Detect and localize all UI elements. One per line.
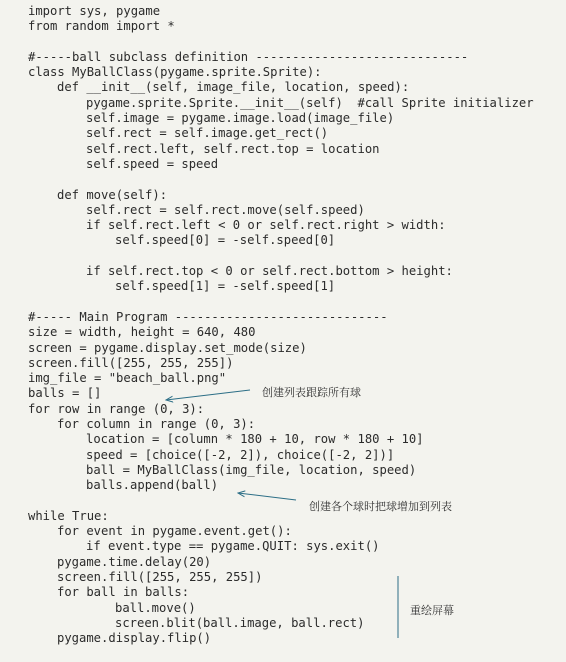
code-line: pygame.display.flip(): [57, 631, 212, 646]
code-line: def move(self):: [57, 187, 168, 202]
code-line: ball.move(): [115, 600, 196, 615]
code-line: while True:: [28, 508, 109, 523]
code-line: for column in range (0, 3):: [57, 417, 256, 432]
code-line: self.rect = self.image.get_rect(): [86, 126, 329, 141]
code-line: balls.append(ball): [86, 478, 219, 493]
code-line: ball = MyBallClass(img_file, location, speed): [86, 462, 417, 477]
annotation-balls-list: 创建列表跟踪所有球: [262, 386, 361, 399]
code-line: #-----ball subclass definition -----------------------------: [28, 49, 469, 64]
code-line: speed = [choice([-2, 2]), choice([-2, 2])]: [86, 447, 395, 462]
code-line: self.rect.left, self.rect.top = location: [86, 141, 380, 156]
code-line: for ball in balls:: [57, 585, 190, 600]
code-line: screen.fill([255, 255, 255]): [28, 355, 234, 370]
code-line: self.image = pygame.image.load(image_file): [86, 111, 395, 126]
code-line: screen.fill([255, 255, 255]): [57, 569, 263, 584]
code-line: pygame.sprite.Sprite.__init__(self) #call Sprite initializer: [86, 95, 534, 110]
code-line: for event in pygame.event.get():: [57, 524, 292, 539]
code-line: location = [column * 180 + 10, row * 180 + 10]: [86, 432, 424, 447]
code-line: if self.rect.top < 0 or self.rect.bottom > height:: [86, 264, 453, 279]
code-line: from random import *: [28, 19, 175, 34]
code-line: size = width, height = 640, 480: [28, 325, 256, 340]
code-line: #----- Main Program -----------------------------: [28, 309, 388, 324]
code-line: class MyBallClass(pygame.sprite.Sprite):: [28, 65, 322, 80]
code-line: if self.rect.left < 0 or self.rect.right > width:: [86, 218, 446, 233]
code-line: pygame.time.delay(20): [57, 554, 212, 569]
code-line: screen.blit(ball.image, ball.rect): [115, 615, 365, 630]
code-line: for row in range (0, 3):: [28, 401, 205, 416]
annotation-redraw: 重绘屏幕: [410, 604, 454, 617]
code-line: def __init__(self, image_file, location, speed):: [57, 80, 410, 95]
code-line: screen = pygame.display.set_mode(size): [28, 340, 307, 355]
code-line: self.speed[0] = -self.speed[0]: [115, 233, 336, 248]
code-line: if event.type == pygame.QUIT: sys.exit(): [86, 539, 380, 554]
code-line: img_file = "beach_ball.png": [28, 371, 227, 386]
code-line: balls = []: [28, 386, 102, 401]
code-line: import sys, pygame: [28, 4, 161, 18]
code-line: self.rect = self.rect.move(self.speed): [86, 202, 365, 217]
code-line: self.speed = speed: [86, 156, 219, 171]
arrow-append-ball: [238, 493, 296, 500]
code-line: self.speed[1] = -self.speed[1]: [115, 279, 336, 294]
arrow-balls-list: [166, 390, 250, 400]
annotation-append-ball: 创建各个球时把球增加到列表: [309, 500, 452, 513]
